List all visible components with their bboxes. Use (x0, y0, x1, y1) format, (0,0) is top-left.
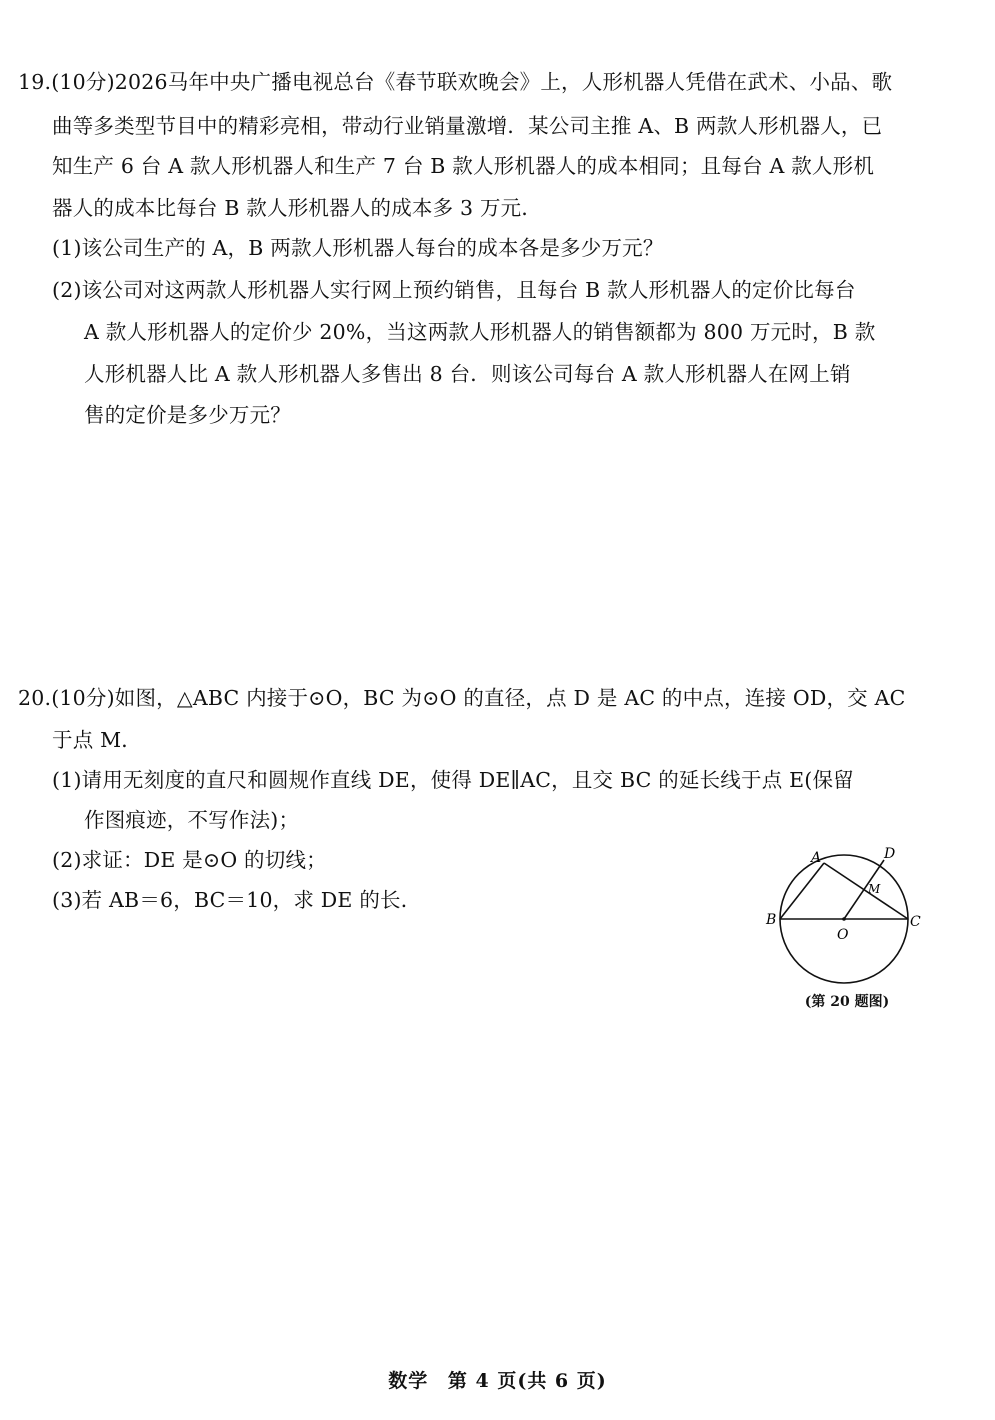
label-o: O (837, 927, 849, 943)
q19-line-2: 曲等多类型节目中的精彩亮相，带动行业销量激增．某公司主推 A、B 两款人形机器人，已 (52, 114, 883, 138)
segment-ac (824, 863, 908, 919)
figure-caption: (第 20 题图) (804, 994, 890, 1010)
q20-part-3: (3)若 AB＝6，BC＝10，求 DE 的长． (52, 888, 422, 912)
footer-subject: 数学 (388, 1370, 429, 1392)
q19-part-2-line-1: (2)该公司对这两款人形机器人实行网上预约销售，且每台 B 款人形机器人的定价比每台 (52, 278, 856, 302)
q20-part-2: (2)求证：DE 是⊙O 的切线； (52, 848, 327, 872)
point-o (842, 917, 846, 921)
label-d: D (884, 846, 896, 862)
q20-line-2: 于点 M． (52, 728, 143, 752)
q20-part-1-line-1: (1)请用无刻度的直尺和圆规作直线 DE，使得 DE∥AC，且交 BC 的延长线于点 E(保留 (52, 768, 854, 792)
q19-line-4: 器人的成本比每台 B 款人形机器人的成本多 3 万元． (52, 196, 543, 220)
q20-figure (762, 842, 932, 1014)
circle-diagram (762, 842, 932, 992)
q20-line-1: 20.(10分)如图，△ABC 内接于⊙O，BC 为⊙O 的直径，点 D 是 AC 的中点，连接 OD，交 AC (18, 686, 906, 710)
page-footer (0, 1366, 995, 1393)
label-c: C (910, 914, 921, 930)
q19-part-1: (1)该公司生产的 A，B 两款人形机器人每台的成本各是多少万元？ (52, 236, 664, 260)
q20-part-1-line-2: 作图痕迹，不写作法)； (84, 808, 300, 832)
q19-part-2-line-4: 售的定价是多少万元？ (84, 403, 291, 427)
q19-line-1: 19.(10分)2026马年中央广播电视总台《春节联欢晚会》上，人形机器人凭借在武术、小品、歌 (18, 70, 893, 94)
label-b: B (766, 912, 777, 928)
label-m: M (868, 882, 881, 896)
footer-page-number: 第 4 页(共 6 页) (447, 1370, 607, 1392)
label-a: A (811, 850, 822, 866)
q19-part-2-line-2: A 款人形机器人的定价少 20%，当这两款人形机器人的销售额都为 800 万元时，B 款 (84, 320, 876, 344)
q19-part-2-line-3: 人形机器人比 A 款人形机器人多售出 8 台．则该公司每台 A 款人形机器人在网上销 (84, 362, 851, 386)
q19-line-3: 知生产 6 台 A 款人形机器人和生产 7 台 B 款人形机器人的成本相同；且每台 A 款人形机 (52, 154, 875, 178)
